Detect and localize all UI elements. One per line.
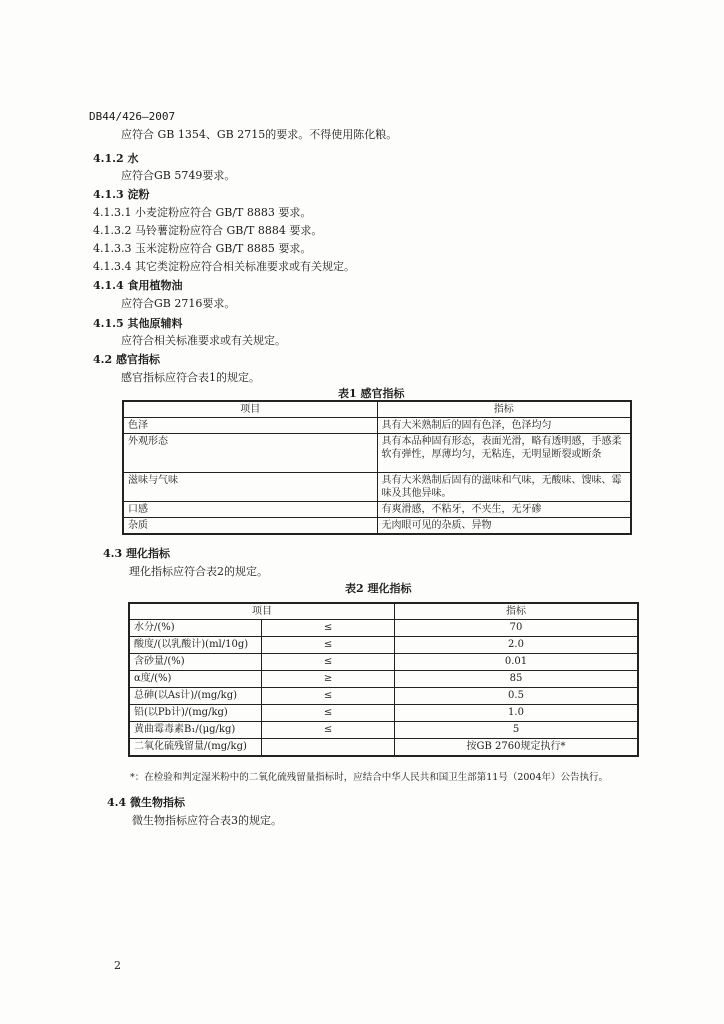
table-cell: ≤ bbox=[262, 637, 395, 654]
table-cell: α度/(%) bbox=[129, 671, 262, 688]
table-row bbox=[129, 705, 638, 722]
table-cell: 0.5 bbox=[395, 688, 639, 705]
paragraph: 应符合 GB 1354、GB 2715的要求。不得使用陈化粮。 bbox=[121, 128, 398, 141]
table-cell: 具有大米熟制后固有的滋味和气味，无酸味、馊味、霉味及其他异味。 bbox=[377, 473, 631, 502]
page-number: 2 bbox=[114, 959, 121, 972]
clause-line: 4.1.3.1 小麦淀粉应符合 GB/T 8883 要求。 bbox=[93, 206, 312, 219]
table-cell: 5 bbox=[395, 722, 639, 739]
table-cell: 总砷(以As计)/(mg/kg) bbox=[129, 688, 262, 705]
table-cell: 有爽滑感，不粘牙，不夹生，无牙碜 bbox=[377, 502, 631, 518]
paragraph: 感官指标应符合表1的规定。 bbox=[121, 371, 260, 384]
table-row bbox=[129, 739, 638, 757]
table-cell: ≤ bbox=[262, 620, 395, 637]
table-header: 项目 bbox=[123, 401, 377, 418]
section-heading: 4.1.3 淀粉 bbox=[93, 188, 150, 201]
paragraph: 理化指标应符合表2的规定。 bbox=[129, 565, 268, 578]
table-cell: 具有大米熟制后的固有色泽，色泽均匀 bbox=[377, 418, 631, 434]
table-cell: 滋味与气味 bbox=[123, 473, 377, 502]
table-cell: 1.0 bbox=[395, 705, 639, 722]
table-cell bbox=[262, 739, 395, 757]
table2-footnote: *：在检验和判定湿米粉中的二氧化硫残留量指标时，应结合中华人民共和国卫生部第11号（2004年）公告执行。 bbox=[130, 772, 609, 783]
clause-line: 4.1.3.2 马铃薯淀粉应符合 GB/T 8884 要求。 bbox=[93, 224, 323, 237]
table-cell: 酸度/(以乳酸计)(ml/10g) bbox=[129, 637, 262, 654]
table-cell: 口感 bbox=[123, 502, 377, 518]
sensory-table bbox=[122, 400, 632, 535]
table-row bbox=[123, 502, 631, 518]
table-cell: 按GB 2760规定执行* bbox=[395, 739, 639, 757]
table2-title: 表2 理化指标 bbox=[345, 582, 412, 595]
table-cell: 水分/(%) bbox=[129, 620, 262, 637]
table-cell: ≤ bbox=[262, 705, 395, 722]
clause-line: 4.1.3.3 玉米淀粉应符合 GB/T 8885 要求。 bbox=[93, 242, 312, 255]
section-heading: 4.3 理化指标 bbox=[103, 547, 170, 560]
table-cell: 0.01 bbox=[395, 654, 639, 671]
table-cell: 二氧化硫残留量/(mg/kg) bbox=[129, 739, 262, 757]
paragraph: 应符合GB 5749要求。 bbox=[121, 169, 236, 182]
table-cell: ≤ bbox=[262, 688, 395, 705]
table1-title: 表1 感官指标 bbox=[338, 387, 405, 400]
table-header: 指标 bbox=[377, 401, 631, 418]
table-cell: ≥ bbox=[262, 671, 395, 688]
table-row bbox=[129, 671, 638, 688]
table-row bbox=[123, 473, 631, 502]
table-row bbox=[129, 620, 638, 637]
physicochemical-table bbox=[128, 602, 639, 757]
section-heading: 4.1.4 食用植物油 bbox=[93, 279, 183, 292]
table-row bbox=[129, 688, 638, 705]
table-header: 项目 bbox=[129, 603, 395, 620]
clause-line: 4.1.3.4 其它类淀粉应符合相关标准要求或有关规定。 bbox=[93, 260, 355, 273]
section-heading: 4.4 微生物指标 bbox=[107, 796, 185, 809]
table-row bbox=[123, 434, 631, 473]
table-cell: 色泽 bbox=[123, 418, 377, 434]
table-cell: 铅(以Pb计)/(mg/kg) bbox=[129, 705, 262, 722]
table-cell: ≤ bbox=[262, 722, 395, 739]
table-row bbox=[123, 518, 631, 535]
section-heading: 4.1.2 水 bbox=[93, 152, 139, 165]
table-cell: 具有本品种固有形态，表面光滑，略有透明感，手感柔软有弹性，厚薄均匀，无粘连，无明显断裂或断条 bbox=[377, 434, 631, 473]
section-heading: 4.2 感官指标 bbox=[93, 353, 160, 366]
table-cell: 含砂量/(%) bbox=[129, 654, 262, 671]
paragraph: 微生物指标应符合表3的规定。 bbox=[132, 814, 282, 827]
table-cell: 黄曲霉毒素B₁/(μg/kg) bbox=[129, 722, 262, 739]
table-row bbox=[129, 722, 638, 739]
table-row bbox=[129, 654, 638, 671]
paragraph: 应符合GB 2716要求。 bbox=[121, 297, 236, 310]
table-cell: 无肉眼可见的杂质、异物 bbox=[377, 518, 631, 535]
table-cell: 2.0 bbox=[395, 637, 639, 654]
table-cell: 85 bbox=[395, 671, 639, 688]
table-row bbox=[129, 637, 638, 654]
document-code: DB44/426—2007 bbox=[89, 110, 176, 123]
paragraph: 应符合相关标准要求或有关规定。 bbox=[121, 334, 286, 347]
table-cell: 外观形态 bbox=[123, 434, 377, 473]
table-cell: ≤ bbox=[262, 654, 395, 671]
section-heading: 4.1.5 其他原辅料 bbox=[93, 317, 183, 330]
table-row bbox=[123, 418, 631, 434]
table-cell: 70 bbox=[395, 620, 639, 637]
table-cell: 杂质 bbox=[123, 518, 377, 535]
table-header: 指标 bbox=[395, 603, 639, 620]
